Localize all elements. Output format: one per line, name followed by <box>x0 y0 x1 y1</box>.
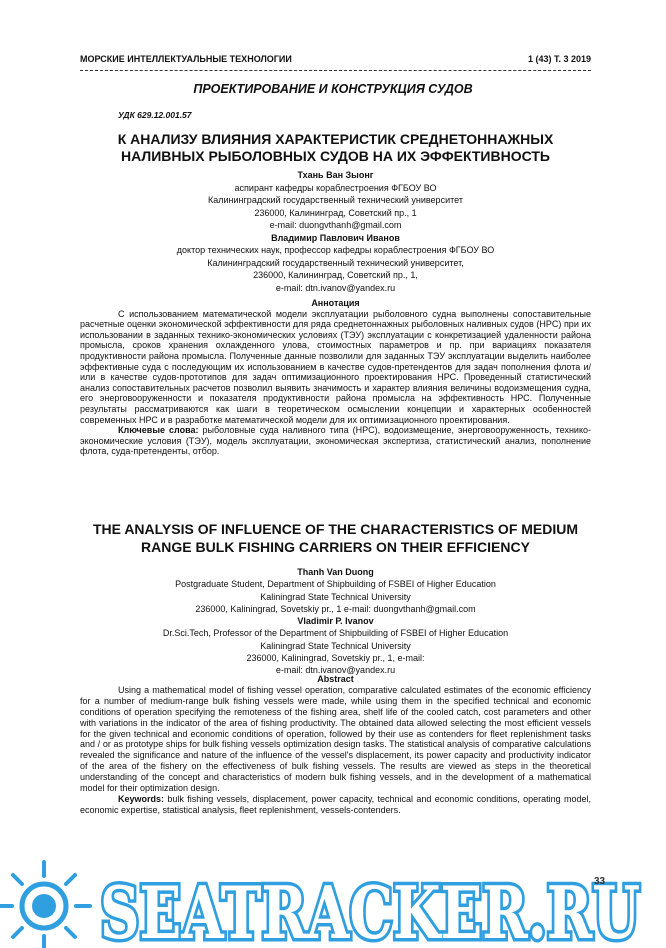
keywords-label: Ключевые слова: <box>118 425 199 436</box>
header-divider <box>80 70 591 71</box>
seatracker-watermark <box>0 858 666 948</box>
watermark-text: SEATRACKER.RU <box>100 870 640 948</box>
author-affiliation: Калининградский государственный технический университет, <box>207 257 464 268</box>
sun-icon <box>0 862 90 948</box>
english-title-line: THE ANALYSIS OF INFLUENCE OF THE CHARACTERISTICS OF MEDIUM <box>92 521 579 537</box>
page-number: 33 <box>594 876 606 887</box>
running-header <box>80 54 591 64</box>
author-affiliation: доктор технических наук, профессор кафедры кораблестроения ФГБОУ ВО <box>176 245 495 255</box>
abstract-heading: Аннотация <box>311 298 360 308</box>
keywords-text: bulk fishing vessels, displacement, power capacity, technical and economic conditions, operating model, economic expertise, statistical analysis, fleet replenishment, vessels-contenders. <box>80 793 591 815</box>
author-name: Владимир Павлович Иванов <box>271 232 400 243</box>
author-affiliation: аспирант кафедры кораблестроения ФГБОУ ВО <box>234 182 437 193</box>
author-affiliation: Dr.Sci.Tech, Professor of the Department of Shipbuilding of FSBEI of Higher Education <box>162 628 509 639</box>
author-affiliation: Postgraduate Student, Department of Shipbuilding of FSBEI of Higher Education <box>175 579 496 590</box>
english-title <box>80 520 591 556</box>
keywords <box>80 425 591 457</box>
author-email: e-mail: dtn.ivanov@yandex.ru <box>275 665 396 676</box>
author-email: e-mail: dtn.ivanov@yandex.ru <box>275 282 396 293</box>
keywords-label: Keywords: <box>118 793 165 804</box>
issue-info: 1 (43) Т. 3 2019 <box>527 54 591 64</box>
section-title: ПРОЕКТИРОВАНИЕ И КОНСТРУКЦИЯ СУДОВ <box>193 82 473 96</box>
russian-abstract <box>80 298 591 457</box>
author-address: 236000, Kaliningrad, Sovetskiy pr., 1, e-mail: <box>246 653 425 664</box>
keywords-text: рыболовные суда наливного типа (НРС), водоизмещение, энерговооруженность, технико-экономические условия (ТЭУ), модель эксплуатации, экономическая экспертиза, статистический анализ, пополнение флота, суда-претенденты, отбор. <box>80 425 591 457</box>
keywords <box>80 794 591 816</box>
english-abstract <box>80 674 591 816</box>
author-affiliation: Kaliningrad State Technical University <box>260 591 411 602</box>
russian-authors <box>80 169 591 294</box>
author-email: e-mail: duongvthanh@gmail.com <box>269 220 402 230</box>
author-name: Тхань Ван Зыонг <box>297 170 374 180</box>
journal-name: МОРСКИЕ ИНТЕЛЛЕКТУАЛЬНЫЕ ТЕХНОЛОГИИ <box>80 54 292 64</box>
russian-title-line: К АНАЛИЗУ ВЛИЯНИЯ ХАРАКТЕРИСТИК СРЕДНЕТОННАЖНЫХ <box>117 131 554 147</box>
abstract-heading: Abstract <box>317 674 354 684</box>
author-affiliation: Kaliningrad State Technical University <box>260 640 411 651</box>
author-address: 236000, Калининград, Советский пр., 1, <box>253 270 418 280</box>
author-address: 236000, Калининград, Советский пр., 1 <box>254 207 417 218</box>
abstract-text: Using a mathematical model of fishing vessel operation, comparative calculated estimates of the economic efficiency for a number of medium-range bulk fishing vessels were made, while using them in the specified technical and economic conditions of operation specifying the remoteness of the fishing area, shelf life of the cooled catch, cost parameters and other with variations in the indicator of the area of fishing productivity. The obtained data allowed selecting the most efficient vessels for the given technical and economic conditions of operation, followed by their use as contenders for fleet replenishment tasks and / or as prototype ships for bulk fishing vessels optimization design tasks. The statistical analysis of comparative calculations revealed the significance and nature of the influence of the vessel's displacement, its power capacity and productivity indicator of the area of the fishery on the effectiveness of bulk fishing vessels. The results are viewed as steps in the theoretical understanding of the concept and characteristics of modern bulk fishing vessels, and in the development of a mathematical model for their optimization design. <box>80 684 591 794</box>
author-name: Thanh Van Duong <box>297 567 374 577</box>
english-authors <box>80 566 591 677</box>
abstract-text: С использованием математической модели эксплуатации рыболовного судна выполнены сопоставительные расчетные оценки экономической эффективности для ряда среднетоннажных рыболовных наливных судов (НРС) при их использовании в заданных технико-экономических условиях (ТЭУ) эксплуатации с конкретизацией удаленности района промысла, сроков хранения охлажденного улова, стоимостных параметров и пр. при вариациях показателя продуктивности района промысла. Полученные данные позволили для заданных ТЭУ эксплуатации выделить наиболее эффективные суда с последующим их использованием в качестве судов-претендентов для задач пополнения флота и/или в качестве судов-прототипов для задач оптимизационного проектирования НРС. Проведенный статистический анализ сопоставительных расчетов позволил выявить значимость и характер влияния величины водоизмещения судна, его энерговооруженности и показателя продуктивности района промысла на эффективность НРС. Полученные результаты рассматриваются как шаги в теоретическом осмыслении концепции и характерных особенностей современных НРС и в разработке математической модели для их оптимизационного проектирования. <box>80 308 591 425</box>
author-address: 236000, Kaliningrad, Sovetskiy pr., 1 e-mail: duongvthanh@gmail.com <box>195 603 476 614</box>
russian-title <box>80 131 591 165</box>
russian-title-line: НАЛИВНЫХ РЫБОЛОВНЫХ СУДОВ НА ИХ ЭФФЕКТИВНОСТЬ <box>121 148 550 164</box>
english-title-line: RANGE BULK FISHING CARRIERS ON THEIR EFFICIENCY <box>141 539 530 555</box>
author-affiliation: Калининградский государственный технический университет <box>208 195 463 205</box>
udc-code: УДК 629.12.001.57 <box>118 110 192 120</box>
author-name: Vladimir P. Ivanov <box>297 616 374 627</box>
